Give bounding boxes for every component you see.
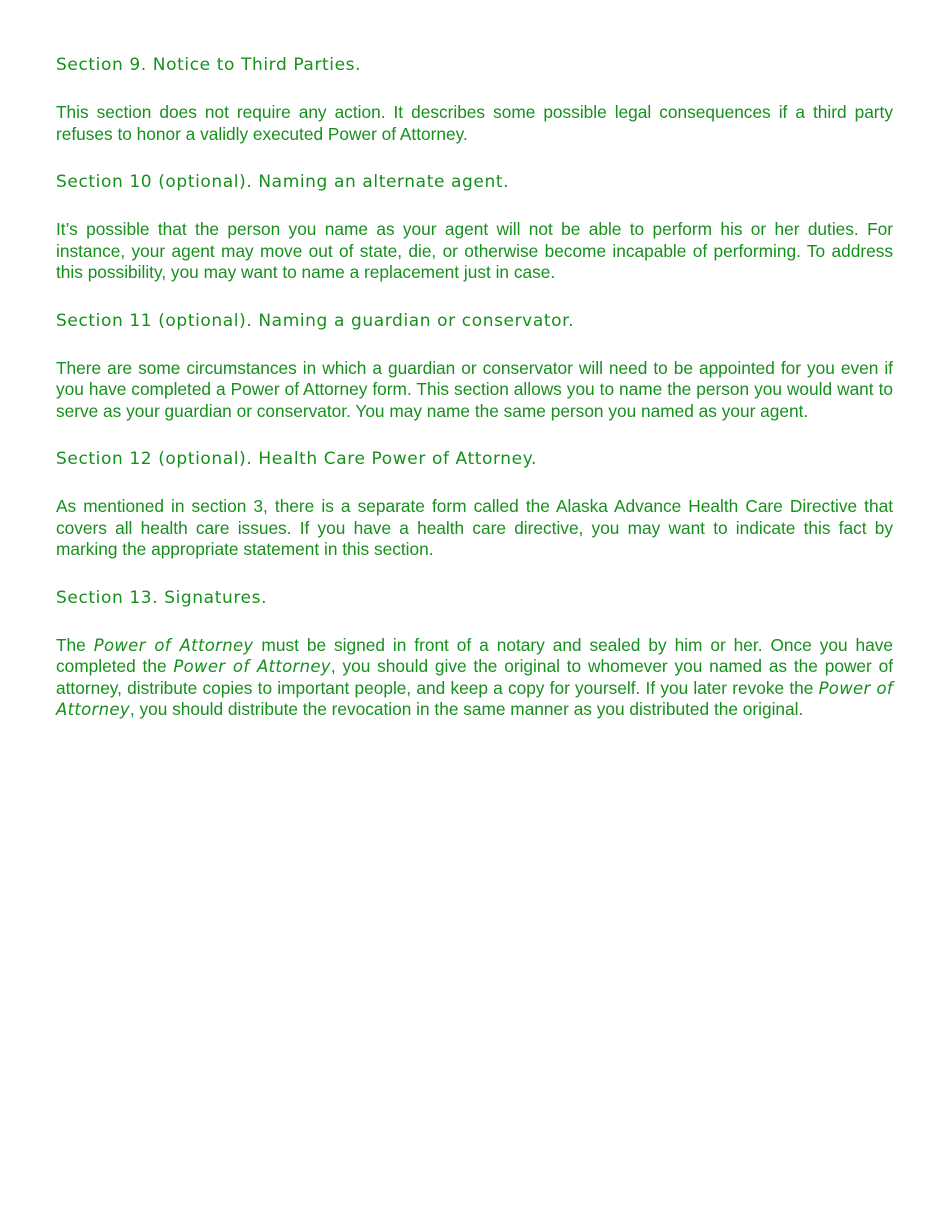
section-10-body: It’s possible that the person you name as your agent will not be able to perform his or her duties. For instance, your agent may move out of state, die, or otherwise become incapable of performing. To address this possibility, you may want to name a replacement just in case. <box>56 219 893 282</box>
section-13-heading: Section 13. Signatures. <box>56 587 268 608</box>
section-13-text: The <box>56 634 94 655</box>
section-9-body: This section does not require any action. It describes some possible legal consequences if a third party refuses to honor a validly executed Power of Attorney. <box>56 102 893 144</box>
section-11-heading: Section 11 (optional). Naming a guardian or conservator. <box>56 310 575 331</box>
section-13-text: , you should give the original to whomever you named as the power of attorney, distribute copies to important people, and keep a copy for yourself. If you later revoke the <box>56 656 894 698</box>
section-9-heading: Section 9. Notice to Third Parties. <box>56 55 362 75</box>
section-13-text: must be signed in front of a notary and sealed by him or her. Once you have completed the <box>56 634 893 676</box>
section-12-heading: Section 12 (optional). Health Care Power of Attorney. <box>56 449 537 469</box>
section-12-body: As mentioned in section 3, there is a separate form called the Alaska Advance Health Care Directive that covers all health care issues. If you have a health care directive, you may want to indicate this fact by marking the appropriate statement in this section. <box>56 496 893 559</box>
section-11-body: There are some circumstances in which a guardian or conservator will need to be appointed for you even if you have completed a Power of Attorney form. This section allows you to name the person you would want to serve as your guardian or conservator. You may name the same person you named as your agent. <box>56 357 893 421</box>
power-of-attorney-title: Power of Attorney <box>93 635 254 655</box>
power-of-attorney-title: Power of Attorney <box>56 678 893 719</box>
section-13-body <box>56 635 893 721</box>
document-page <box>56 52 893 745</box>
power-of-attorney-title: Power of Attorney <box>173 657 331 676</box>
section-10-heading: Section 10 (optional). Naming an alternate agent. <box>56 172 510 192</box>
section-13-text: , you should distribute the revocation in the same manner as you distributed the original. <box>129 699 804 719</box>
